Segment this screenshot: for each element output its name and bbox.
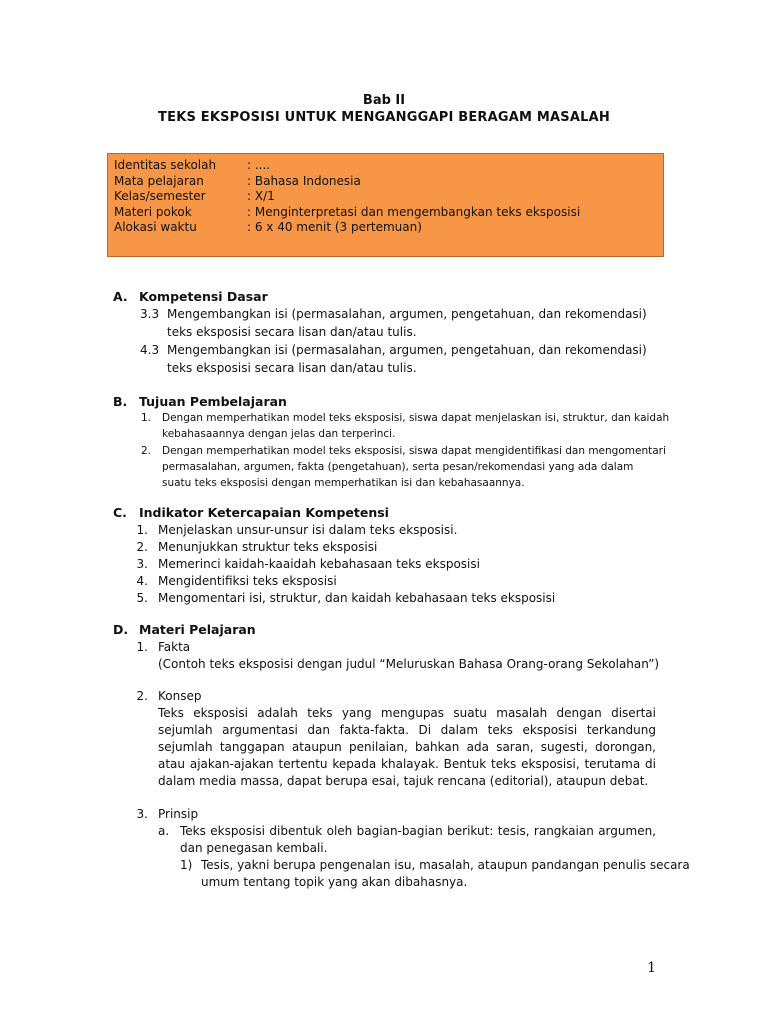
indicator-text: Menunjukkan struktur teks eksposisi [158, 540, 378, 554]
identity-row [114, 220, 663, 236]
chapter-label: Bab II [362, 93, 406, 108]
materi-number: 2. [136, 689, 148, 703]
kd-text: teks eksposisi secara lisan dan/atau tulis. [167, 361, 417, 375]
identity-label: Materi pokok [114, 204, 192, 219]
identity-value: : Menginterpretasi dan mengembangkan teks eksposisi [247, 204, 581, 219]
prinsip-a-number: a. [158, 824, 170, 838]
identity-value: : Bahasa Indonesia [247, 173, 361, 188]
section-letter: D. [113, 622, 129, 637]
section-a-heading [113, 289, 268, 304]
section-letter: A. [113, 289, 128, 304]
identity-value: : 6 x 40 menit (3 pertemuan) [247, 220, 422, 234]
materi-label: Konsep [158, 689, 202, 703]
prinsip-sub-text: Tesis, yakni berupa pengenalan isu, masalah, ataupun pandangan penulis secara [201, 858, 690, 872]
tujuan-number: 2. [141, 445, 152, 457]
prinsip-sub-text: umum tentang topik yang akan dibahasnya. [201, 875, 468, 889]
tujuan-text: Dengan memperhatikan model teks eksposisi, siswa dapat mengidentifikasi dan mengomentari [162, 445, 666, 457]
section-d-heading [113, 622, 256, 637]
indicator-number: 5. [136, 591, 148, 605]
section-b-heading [113, 394, 287, 409]
identity-row [114, 205, 663, 221]
konsep-paragraph: Teks eksposisi adalah teks yang mengupas suatu masalah dengan disertai sejumlah argumentasi dan fakta-fakta. Di dalam teks eksposisi terkandung sejumlah tanggapan ataupun penilaian, bahkan ada saran, sugesti, dorongan, atau ajakan-ajakan tertentu kepada khalayak. Bentuk teks eksposisi, terutama di dalam media massa, dapat berupa esai, tajuk rencana (editorial), ataupun debat. [158, 706, 656, 788]
kd-number: 3.3 [140, 307, 160, 321]
prinsip-a-text: Teks eksposisi dibentuk oleh bagian-bagian berikut: tesis, rangkaian argumen, dan penegasan kembali. [180, 824, 656, 855]
kd-text: Mengembangkan isi (permasalahan, argumen, pengetahuan, dan rekomendasi) [167, 307, 647, 321]
tujuan-number: 1. [141, 412, 152, 424]
section-title: Materi Pelajaran [139, 622, 256, 637]
identity-row [114, 158, 663, 174]
kd-text: Mengembangkan isi (permasalahan, argumen, pengetahuan, dan rekomendasi) [167, 343, 647, 357]
section-c-heading [113, 505, 389, 520]
indicator-text: Menjelaskan unsur-unsur isi dalam teks eksposisi. [158, 523, 458, 537]
prinsip-sub-number: 1) [180, 858, 193, 872]
section-title: Tujuan Pembelajaran [139, 394, 287, 409]
section-letter: C. [113, 505, 127, 520]
section-title: Indikator Ketercapaian Kompetensi [139, 505, 389, 520]
tujuan-text: Dengan memperhatikan model teks eksposisi, siswa dapat menjelaskan isi, struktur, dan kaidah [162, 412, 670, 424]
indicator-text: Mengomentari isi, struktur, dan kaidah kebahasaan teks eksposisi [158, 591, 556, 605]
indicator-text: Mengidentifiksi teks eksposisi [158, 574, 337, 588]
identity-box [107, 153, 664, 257]
identity-row [114, 189, 663, 205]
identity-label: Alokasi waktu [114, 220, 197, 234]
identity-value: : .... [247, 158, 271, 172]
identity-value: : X/1 [247, 189, 275, 203]
indicator-text: Memerinci kaidah-kaaidah kebahasaan teks eksposisi [158, 557, 480, 571]
tujuan-text: permasalahan, argumen, fakta (pengetahuan), serta pesan/rekomendasi yang ada dalam [162, 461, 634, 473]
materi-number: 1. [136, 640, 148, 654]
identity-row [114, 174, 663, 190]
section-letter: B. [113, 394, 128, 409]
materi-label: Prinsip [158, 807, 199, 821]
page-number: 1 [647, 960, 656, 976]
fakta-text: (Contoh teks eksposisi dengan judul “Meluruskan Bahasa Orang-orang Sekolahan”) [158, 657, 660, 671]
kd-number: 4.3 [140, 343, 160, 357]
section-title: Kompetensi Dasar [139, 289, 268, 304]
materi-number: 3. [136, 807, 148, 821]
indicator-number: 1. [136, 523, 148, 537]
identity-label: Kelas/semester [114, 189, 206, 203]
tujuan-text: suatu teks eksposisi dengan memperhatikan isi dan kebahasaannya. [162, 477, 525, 489]
materi-label: Fakta [158, 640, 191, 654]
kd-text: teks eksposisi secara lisan dan/atau tulis. [167, 325, 417, 339]
identity-label: Mata pelajaran [114, 173, 204, 188]
indicator-number: 3. [136, 557, 148, 571]
indicator-number: 2. [136, 540, 148, 554]
chapter-title: TEKS EKSPOSISI UNTUK MENGANGGAPI BERAGAM MASALAH [158, 110, 610, 125]
identity-label: Identitas sekolah [114, 158, 217, 172]
tujuan-text: kebahasaannya dengan jelas dan terperinci. [162, 428, 396, 440]
indicator-number: 4. [136, 574, 148, 588]
